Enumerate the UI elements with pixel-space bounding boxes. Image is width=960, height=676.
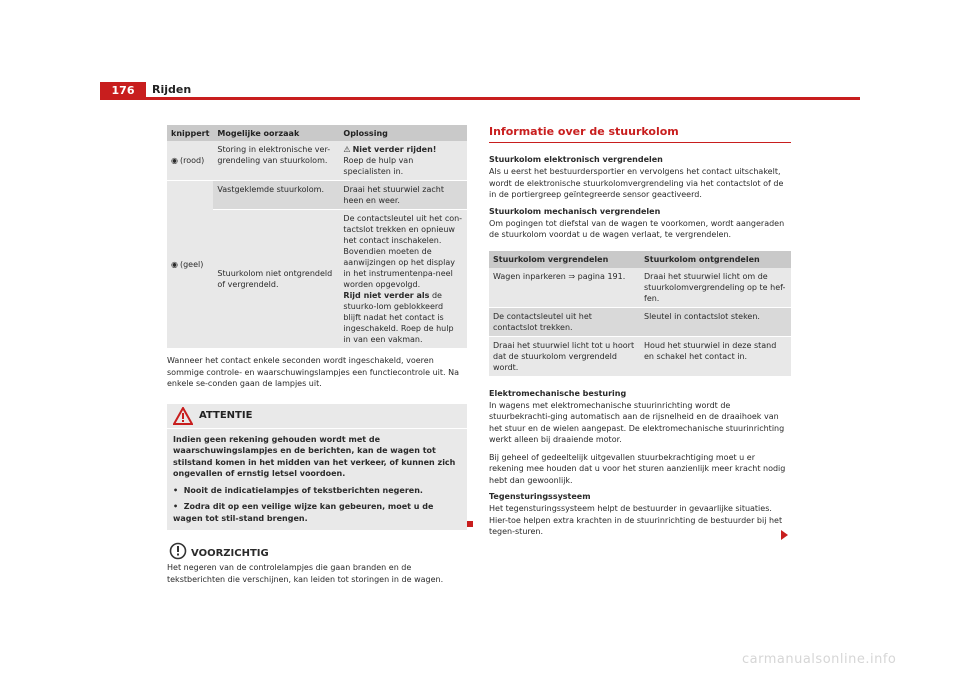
attentie-label: ATTENTIE: [199, 409, 253, 421]
solution-cell: Draai het stuurwiel zacht heen en weer.: [339, 181, 467, 210]
subheading: Tegensturingssysteem: [489, 492, 591, 501]
col-header-cause: Mogelijke oorzaak: [213, 125, 339, 141]
solution-bold: Niet verder rijden!: [352, 145, 437, 154]
bullet-text: Nooit de indicatielampjes of tekstberichten negeren.: [183, 485, 423, 495]
solution-text: Roep de hulp van specialisten in.: [343, 156, 414, 176]
attentie-text: Indien geen rekening gehouden wordt met de waarschuwingslampjes en de berichten, kan de wagen tot stilstand komen in het midden van het verkeer, of kunnen zich ongevallen of ernstig letsel voordoen.: [173, 434, 456, 478]
subheading: Elektromechanische besturing: [489, 388, 627, 398]
table-row: [489, 336, 791, 376]
voorzichtig-label: VOORZICHTIG: [191, 548, 269, 559]
solution-text: De contactsleutel uit het con-tactslot trekken en opnieuw het contact inschakelen. Bovendien moeten de aanwijzingen op het display in het instrumentenpa-neel worden opgevolgd.: [343, 214, 463, 289]
col-header-solution: Oplossing: [339, 125, 467, 141]
steering-column-title: Informatie over de stuurkolom: [489, 125, 791, 143]
attentie-box: [167, 404, 467, 531]
body-text: Om pogingen tot diefstal van de wagen te voorkomen, wordt aangeraden de stuurkolom voordat u de wagen verlaat, te vergrendelen.: [489, 218, 785, 239]
table-row: [167, 181, 467, 210]
subheading: Stuurkolom mechanisch vergrendelen: [489, 206, 661, 216]
table-row: [489, 307, 791, 336]
warning-light-table: [167, 125, 467, 349]
list-item: • Nooit de indicatielampjes of tekstberichten negeren.: [173, 485, 423, 495]
page-number: 176: [100, 82, 146, 100]
body-text: In wagens met elektromechanische stuurinrichting wordt de stuurbekrachti-ging automatisch aan de rijsnelheid en de draaihoek van het stuur en de wielen aangepast. De elektromechanische stuurinrichting werkt alleen bij draaiende motor.: [489, 400, 785, 444]
body-text: Bij geheel of gedeeltelijk uitgevallen stuurbekrachtiging moet u er rekening mee houden dat u voor het sturen aanzienlijk meer kracht nodig hebt dan gewoonlijk.: [489, 452, 786, 485]
info-paragraph: Wanneer het contact enkele seconden wordt ingeschakeld, voeren sommige controle- en waarschuwingslampjes een functiecontrole uit. Na enkele se-conden gaan de lampjes uit.: [167, 356, 459, 388]
solution-text: de stuurko-lom geblokkeerd blijft nadat het contact is ingeschakeld. Roep de hulp in van een vakman.: [343, 291, 454, 344]
steering-lock-table: [489, 251, 791, 377]
symbol-label: (geel): [179, 260, 204, 269]
section-title: Rijden: [152, 83, 192, 96]
solution-cell: [339, 141, 467, 181]
left-column: [167, 125, 467, 585]
table-cell: De contactsleutel uit het contactslot trekken.: [489, 307, 640, 336]
table-cell: Draai het stuurwiel licht tot u hoort dat de stuurkolom vergrendeld wordt.: [489, 336, 640, 376]
watermark: carmanualsonline.info: [742, 652, 897, 667]
table-cell: Sleutel in contactslot steken.: [640, 307, 791, 336]
symbol-cell: [167, 141, 213, 181]
col-header-blinks: knippert: [167, 125, 213, 141]
list-item: • Zodra dit op een veilige wijze kan gebeuren, moet u de wagen tot stil-stand brengen.: [173, 502, 434, 523]
subheading: Stuurkolom elektronisch vergrendelen: [489, 155, 663, 164]
attentie-body: [167, 429, 467, 531]
voorzichtig-note: [167, 544, 467, 585]
caution-circle-icon: [169, 542, 187, 560]
table-header-row: [167, 125, 467, 141]
table-row: [489, 268, 791, 308]
col-header-unlock: Stuurkolom ontgrendelen: [640, 251, 791, 268]
steering-wheel-icon: ◉: [171, 260, 178, 269]
cause-cell: Stuurkolom niet ontgrendeld of vergrendeld.: [213, 210, 339, 349]
table-cell: Draai het stuurwiel licht om de stuurkolomvergrendeling op te hef-fen.: [640, 268, 791, 308]
bullet-text: Zodra dit op een veilige wijze kan gebeuren, moet u de wagen tot stil-stand brengen.: [173, 502, 434, 523]
body-text: Als u eerst het bestuurdersportier en vervolgens het contact uitschakelt, wordt de elektronische stuurkolomvergrendeling via het contactslot of de in de portiergreep geïntegreerde sensor geactiveerd.: [489, 167, 784, 199]
symbol-label: (rood): [179, 156, 205, 165]
stop-warning-icon: ⚠: [343, 145, 351, 154]
cause-cell: Vastgeklemde stuurkolom.: [213, 181, 339, 210]
col-header-lock: Stuurkolom vergrendelen: [489, 251, 640, 268]
table-header-row: [489, 251, 791, 268]
voorzichtig-text: Het negeren van de controlelampjes die gaan branden en de tekstberichten die verschijnen, kan leiden tot storingen in de wagen.: [167, 563, 444, 584]
right-column: [489, 125, 791, 538]
table-row: [167, 141, 467, 181]
table-cell: Wagen inparkeren ⇒ pagina 191.: [489, 268, 640, 308]
solution-bold: Rijd niet verder als: [343, 291, 430, 300]
cause-cell: Storing in elektronische ver-grendeling van stuurkolom.: [213, 141, 339, 181]
table-cell: Houd het stuurwiel in deze stand en schakel het contact in.: [640, 336, 791, 376]
section-end-marker: [467, 521, 473, 527]
warning-triangle-icon: [173, 407, 193, 425]
steering-wheel-icon: ◉: [171, 156, 178, 165]
solution-cell: [339, 210, 467, 349]
body-text: Het tegensturingssysteem helpt de bestuurder in gevaarlijke situaties. Hier-toe helpen extra krachten in de stuurinrichting de bestuurder bij het tegen-sturen.: [489, 504, 783, 536]
header-rule: [100, 97, 860, 100]
continue-arrow-icon: [781, 530, 788, 540]
symbol-cell: [167, 181, 213, 349]
attentie-header: [167, 404, 467, 429]
